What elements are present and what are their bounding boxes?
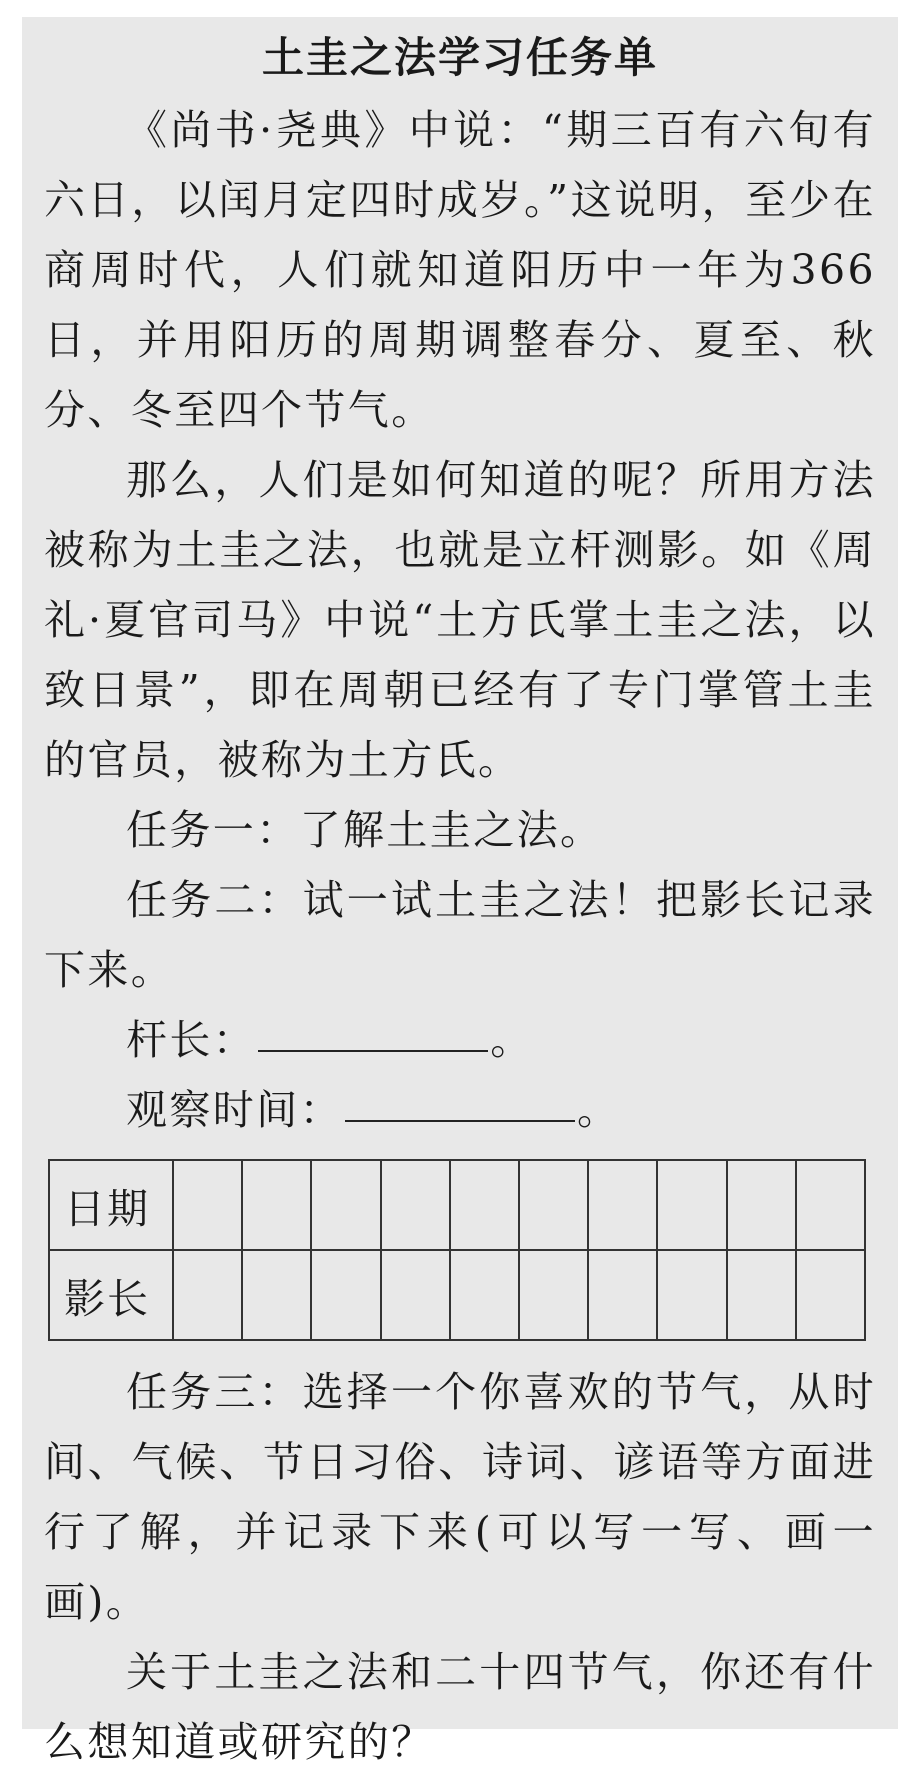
worksheet: [22, 17, 898, 1766]
row-header: 影长: [49, 1250, 173, 1340]
record-cell[interactable]: [796, 1250, 865, 1340]
observe-time-label: 观察时间：: [126, 1086, 343, 1134]
record-cell[interactable]: [727, 1250, 796, 1340]
worksheet-title: 土圭之法学习任务单: [261, 33, 658, 82]
record-cell[interactable]: [519, 1250, 588, 1340]
record-cell[interactable]: [588, 1250, 657, 1340]
method-paragraph: 那么，人们是如何知道的呢？所用方法被称为土圭之法，也就是立杆测影。如《周礼·夏官司马》中说“土方氏掌土圭之法，以致日景”，即在周朝已经有了专门掌管土圭的官员，被称为土方氏。: [44, 456, 876, 784]
rod-length-period: 。: [490, 1016, 534, 1064]
task-three: 任务三：选择一个你喜欢的节气，从时间、气候、节日习俗、诗词、谚语等方面进行了解，并记录下来(可以写一写、画一画)。: [44, 1368, 876, 1626]
rod-length-blank[interactable]: [258, 1049, 488, 1052]
record-cell[interactable]: [173, 1250, 242, 1340]
record-cell[interactable]: [311, 1250, 380, 1340]
record-cell[interactable]: [381, 1160, 450, 1250]
shadow-record-table: [48, 1159, 866, 1341]
record-cell[interactable]: [381, 1250, 450, 1340]
row-header: 日期: [49, 1160, 173, 1250]
task-one: 任务一：了解土圭之法。: [126, 806, 604, 854]
record-cell[interactable]: [450, 1160, 519, 1250]
record-cell[interactable]: [242, 1160, 311, 1250]
observe-time-period: 。: [577, 1086, 621, 1134]
intro-paragraph: 《尚书·尧典》中说：“期三百有六旬有六日，以闰月定四时成岁。”这说明，至少在商周时代，人们就知道阳历中一年为366日，并用阳历的周期调整春分、夏至、秋分、冬至四个节气。: [44, 106, 876, 434]
record-cell[interactable]: [311, 1160, 380, 1250]
rod-length-label: 杆长：: [126, 1016, 257, 1064]
record-cell[interactable]: [727, 1160, 796, 1250]
table-row: [49, 1160, 865, 1250]
table-row: [49, 1250, 865, 1340]
closing-question: 关于土圭之法和二十四节气，你还有什么想知道或研究的？: [44, 1648, 876, 1766]
record-cell[interactable]: [588, 1160, 657, 1250]
record-cell[interactable]: [657, 1160, 726, 1250]
task-two: 任务二：试一试土圭之法！把影长记录下来。: [44, 876, 876, 994]
rod-length-field: [44, 1005, 876, 1075]
record-cell[interactable]: [173, 1160, 242, 1250]
record-cell[interactable]: [450, 1250, 519, 1340]
record-cell[interactable]: [657, 1250, 726, 1340]
observe-time-blank[interactable]: [345, 1119, 575, 1122]
record-cell[interactable]: [796, 1160, 865, 1250]
observe-time-field: [44, 1075, 876, 1145]
record-cell[interactable]: [242, 1250, 311, 1340]
record-cell[interactable]: [519, 1160, 588, 1250]
